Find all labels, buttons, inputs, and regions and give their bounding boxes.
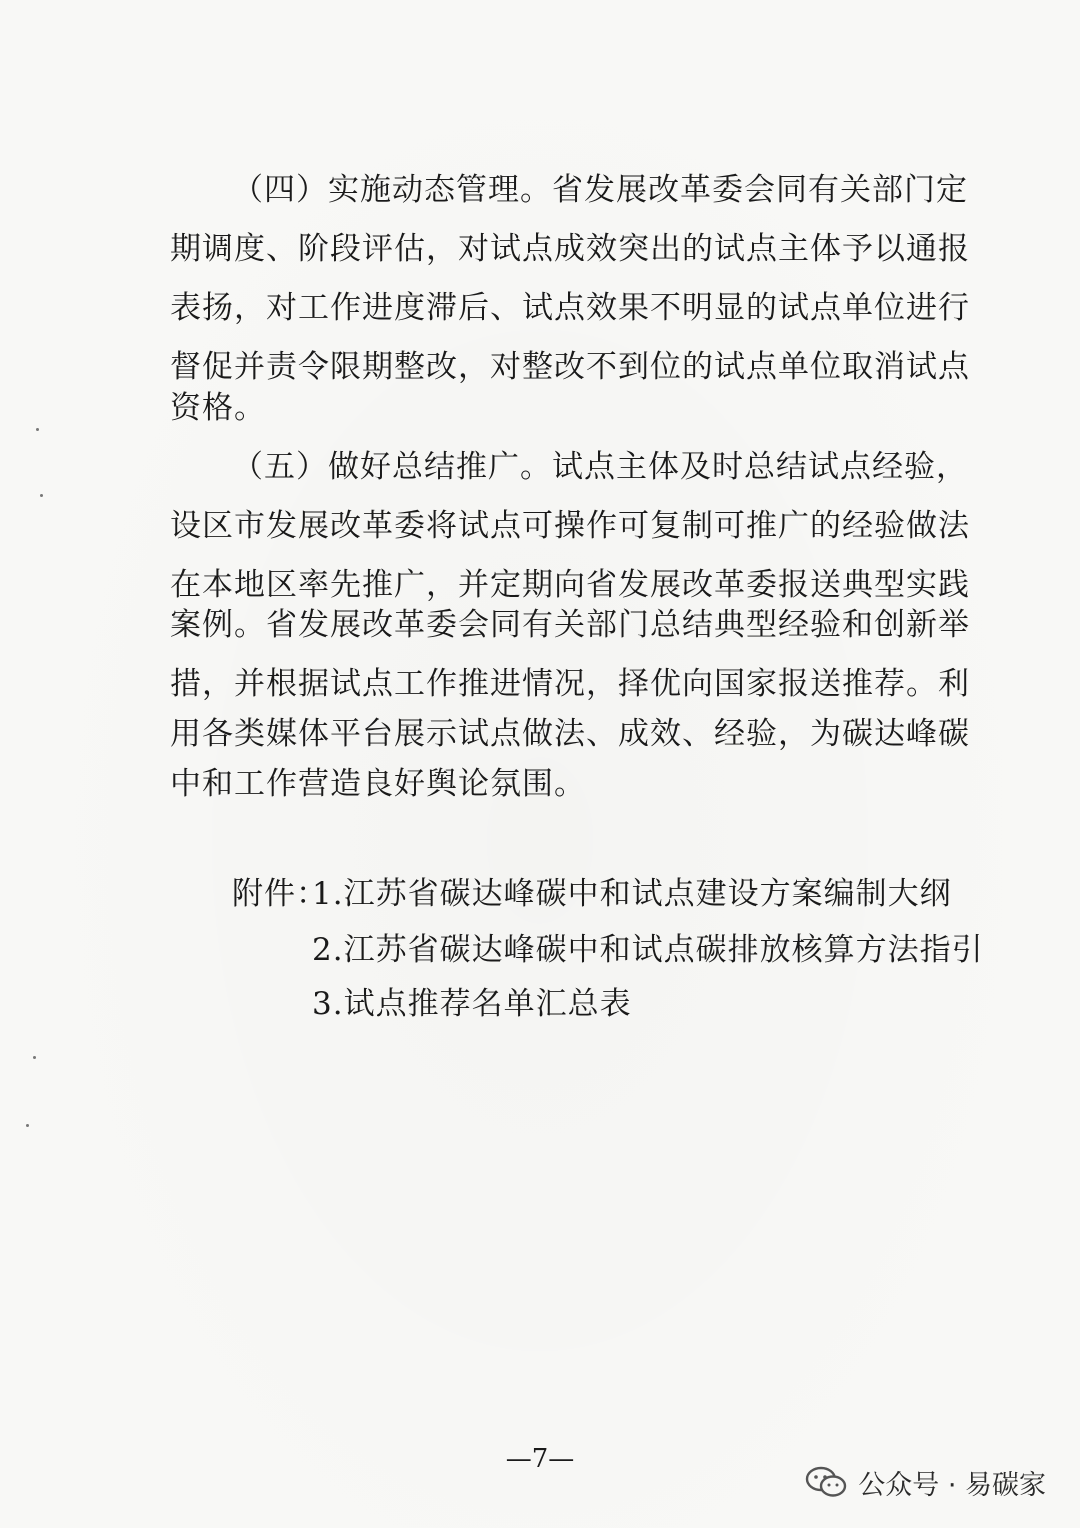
- scan-speck: [36, 428, 39, 431]
- scan-speck: [33, 1056, 36, 1059]
- paragraph-4-line-3: 表扬，对工作进度滞后、试点效果不明显的试点单位进行: [170, 290, 970, 326]
- paragraph-5-line-2: 设区市发展改革委将试点可操作可复制可推广的经验做法: [170, 508, 970, 544]
- paragraph-5-line-5: 措，并根据试点工作推进情况，择优向国家报送推荐。利: [170, 666, 970, 702]
- paragraph-4-line-4: 督促并责令限期整改，对整改不到位的试点单位取消试点: [170, 349, 970, 385]
- watermark: [804, 1460, 1046, 1504]
- wechat-official-account-icon: [804, 1464, 848, 1500]
- attachment-item-1: 1.江苏省碳达峰碳中和试点建设方案编制大纲: [312, 876, 952, 912]
- paragraph-5-line-6: 用各类媒体平台展示试点做法、成效、经验，为碳达峰碳: [170, 716, 970, 752]
- paragraph-5-line-3: 在本地区率先推广，并定期向省发展改革委报送典型实践: [170, 567, 970, 603]
- scan-speck: [40, 494, 43, 497]
- watermark-text: 公众号 · 易碳家: [858, 1469, 1046, 1501]
- paragraph-4-line-1: （四）实施动态管理。省发展改革委会同有关部门定: [232, 172, 968, 208]
- paragraph-5-line-7: 中和工作营造良好舆论氛围。: [170, 766, 586, 802]
- paragraph-5-line-4: 案例。省发展改革委会同有关部门总结典型经验和创新举: [170, 607, 970, 643]
- attachment-item-2: 2.江苏省碳达峰碳中和试点碳排放核算方法指引: [312, 932, 984, 968]
- paragraph-4-line-2: 期调度、阶段评估，对试点成效突出的试点主体予以通报: [170, 231, 970, 267]
- attachments-label: 附件：: [232, 876, 328, 912]
- page-number: —7—: [505, 1444, 575, 1474]
- paragraph-4-line-5: 资格。: [170, 390, 266, 426]
- attachment-item-3: 3.试点推荐名单汇总表: [312, 986, 632, 1022]
- scan-speck: [26, 1124, 29, 1127]
- paragraph-5-line-1: （五）做好总结推广。试点主体及时总结试点经验，: [232, 449, 968, 485]
